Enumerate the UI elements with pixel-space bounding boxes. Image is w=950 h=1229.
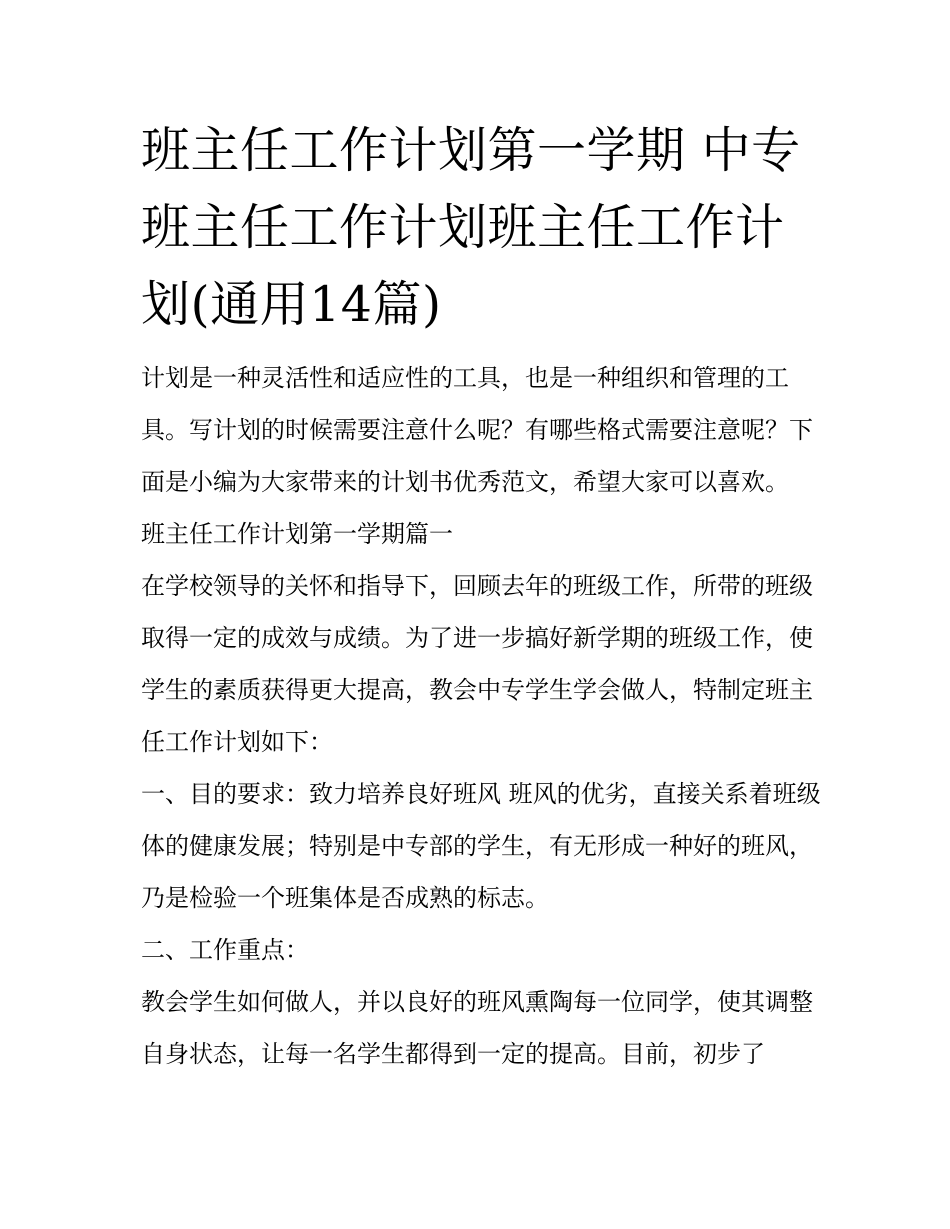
document-title: 班主任工作计划第一学期 中专班主任工作计划班主任工作计划(通用14篇) xyxy=(141,122,801,333)
section-heading: 班主任工作计划第一学期篇一 xyxy=(141,520,453,548)
document-body xyxy=(141,352,821,1080)
subheading: 二、工作重点： xyxy=(141,936,309,964)
goal-paragraph: 一、目的要求：致力培养良好班风 班风的优劣，直接关系着班级体的健康发展；特别是中专部的学生，有无形成一种好的班风，乃是检验一个班集体是否成熟的标志。 xyxy=(141,780,821,912)
focus-paragraph: 教会学生如何做人，并以良好的班风熏陶每一位同学，使其调整自身状态，让每一名学生都得到一定的提高。目前，初步了 xyxy=(141,988,813,1068)
body-paragraph: 在学校领导的关怀和指导下，回顾去年的班级工作，所带的班级取得一定的成效与成绩。为了进一步搞好新学期的班级工作，使学生的素质获得更大提高，教会中专学生学会做人，特制定班主任工作计划如下： xyxy=(141,572,813,756)
intro-paragraph: 计划是一种灵活性和适应性的工具，也是一种组织和管理的工具。写计划的时候需要注意什么呢？有哪些格式需要注意呢？下面是小编为大家带来的计划书优秀范文，希望大家可以喜欢。 xyxy=(141,364,813,496)
